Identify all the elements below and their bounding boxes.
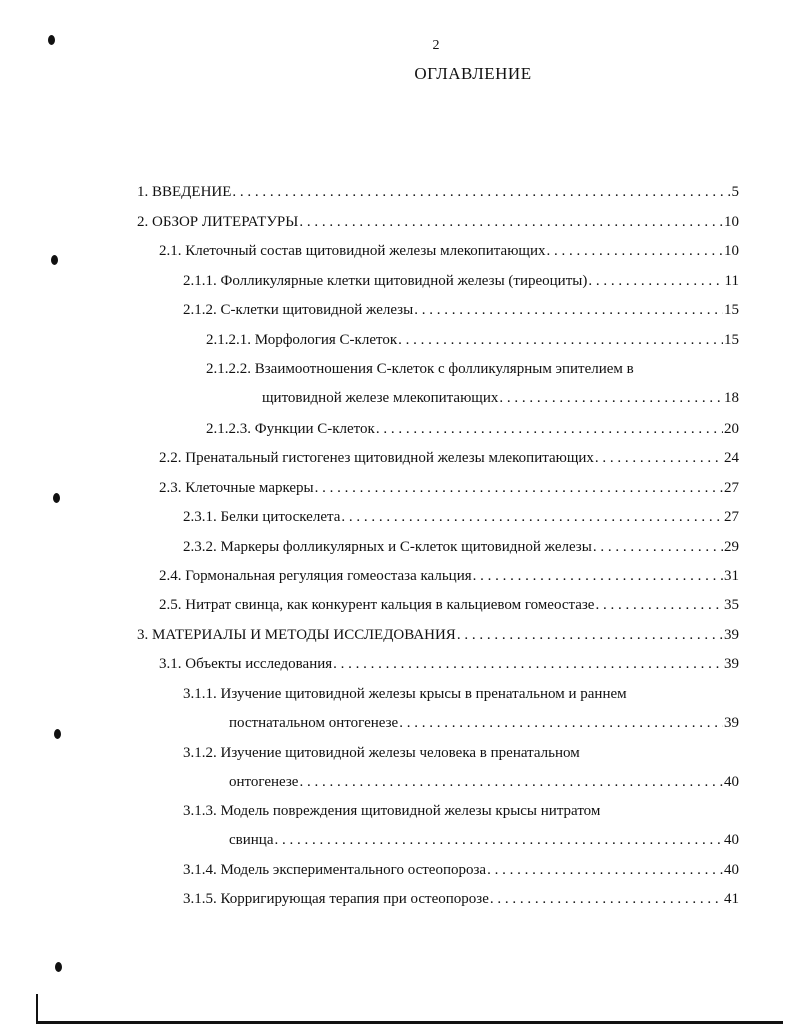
- toc-entry-title-cont: онтогенезе: [229, 774, 299, 790]
- toc-entry-title: 3. МАТЕРИАЛЫ И МЕТОДЫ ИССЛЕДОВАНИЯ: [137, 627, 456, 643]
- toc-entry-title: 2.3. Клеточные маркеры: [159, 480, 314, 496]
- toc-entry-title: 3.1.5. Корригирующая терапия при остеопорозе: [183, 891, 489, 907]
- toc-entry-page: 18: [724, 390, 739, 406]
- toc-entry-title: 2.1.2.2. Взаимоотношения С-клеток с фолликулярным эпителием в: [206, 361, 634, 377]
- dot-leader: [414, 299, 723, 321]
- toc-entry-page: 39: [724, 715, 739, 731]
- toc-entry-title: 3.1. Объекты исследования: [159, 656, 333, 672]
- toc-entry-page: 10: [724, 214, 739, 230]
- dot-leader: [299, 211, 723, 233]
- toc-entry-title: 2.1.2.1. Морфология С-клеток: [206, 332, 398, 348]
- toc-entry-title: 2.2. Пренатальный гистогенез щитовидной железы млекопитающих: [159, 450, 594, 466]
- toc-entry-title: 3.1.1. Изучение щитовидной железы крысы в пренатальном и раннем: [183, 686, 627, 702]
- binder-hole-mark: [54, 729, 61, 739]
- dot-leader: [457, 624, 723, 646]
- toc-entry-title-cont: щитовидной железе млекопитающих: [262, 390, 499, 406]
- dot-leader: [333, 653, 723, 675]
- toc-entry-title: 1. ВВЕДЕНИЕ: [137, 184, 232, 200]
- toc-entry-title: 2.3.2. Маркеры фолликулярных и С-клеток щитовидной железы: [183, 539, 592, 555]
- dot-leader: [490, 888, 723, 910]
- dot-leader: [232, 181, 730, 203]
- dot-leader: [595, 594, 723, 616]
- toc-entry-page: 40: [724, 832, 739, 848]
- dot-leader: [595, 447, 723, 469]
- dot-leader: [376, 418, 723, 440]
- toc-entry-page: 5: [731, 184, 739, 200]
- toc-entry-title-cont: свинца: [229, 832, 274, 848]
- toc-entry-title: 3.1.4. Модель экспериментального остеопороза: [183, 862, 487, 878]
- toc-entry-page: 41: [724, 891, 739, 907]
- toc-entry-title: 2.5. Нитрат свинца, как конкурент кальция в кальциевом гомеостазе: [159, 597, 595, 613]
- binder-hole-mark: [48, 35, 55, 45]
- dot-leader: [274, 829, 723, 851]
- binder-hole-mark: [55, 962, 62, 972]
- toc-entry-title: 2.4. Гормональная регуляция гомеостаза кальция: [159, 568, 472, 584]
- dot-leader: [487, 859, 723, 881]
- scan-edge-bottom: [36, 1021, 783, 1024]
- toc-entry-page: 39: [724, 627, 739, 643]
- toc-entry-page: 27: [724, 509, 739, 525]
- toc-entry-page: 15: [724, 332, 739, 348]
- toc-entry-page: 40: [724, 774, 739, 790]
- dot-leader: [499, 387, 723, 409]
- toc-entry-page: 27: [724, 480, 739, 496]
- toc-entry-title: 2.1.2.3. Функции С-клеток: [206, 421, 375, 437]
- dot-leader: [547, 240, 724, 262]
- toc-entry-title: 2.1. Клеточный состав щитовидной железы млекопитающих: [159, 243, 546, 259]
- toc-entry-page: 31: [724, 568, 739, 584]
- page-title: ОГЛАВЛЕНИЕ: [414, 64, 532, 83]
- toc-entry-page: 40: [724, 862, 739, 878]
- toc-entry-page: 10: [724, 243, 739, 259]
- toc-entry-page: 20: [724, 421, 739, 437]
- toc-entry-title: 3.1.2. Изучение щитовидной железы человека в пренатальном: [183, 745, 580, 761]
- toc-entry-title: 2. ОБЗОР ЛИТЕРАТУРЫ: [137, 214, 299, 230]
- toc-entry-page: 39: [724, 656, 739, 672]
- toc-entry-title: 2.1.2. С-клетки щитовидной железы: [183, 302, 414, 318]
- binder-hole-mark: [53, 493, 60, 503]
- toc-entry-title: 3.1.3. Модель повреждения щитовидной железы крысы нитратом: [183, 803, 601, 819]
- binder-hole-mark: [51, 255, 58, 265]
- dot-leader: [315, 477, 723, 499]
- page-number: 2: [432, 38, 440, 53]
- toc-entry-title: 2.3.1. Белки цитоскелета: [183, 509, 341, 525]
- dot-leader: [593, 536, 723, 558]
- toc-entry-page: 15: [724, 302, 739, 318]
- toc-entry-page: 35: [724, 597, 739, 613]
- toc-entry-page: 24: [724, 450, 739, 466]
- dot-leader: [399, 712, 723, 734]
- toc-entry-page: 11: [724, 273, 739, 289]
- scan-edge-left: [36, 994, 38, 1024]
- toc-entry-title-cont: постнатальном онтогенезе: [229, 715, 399, 731]
- dot-leader: [588, 270, 723, 292]
- toc-entry-page: 29: [724, 539, 739, 555]
- toc-entry-title: 2.1.1. Фолликулярные клетки щитовидной железы (тиреоциты): [183, 273, 588, 289]
- dot-leader: [341, 506, 723, 528]
- dot-leader: [398, 329, 723, 351]
- dot-leader: [299, 771, 723, 793]
- dot-leader: [473, 565, 723, 587]
